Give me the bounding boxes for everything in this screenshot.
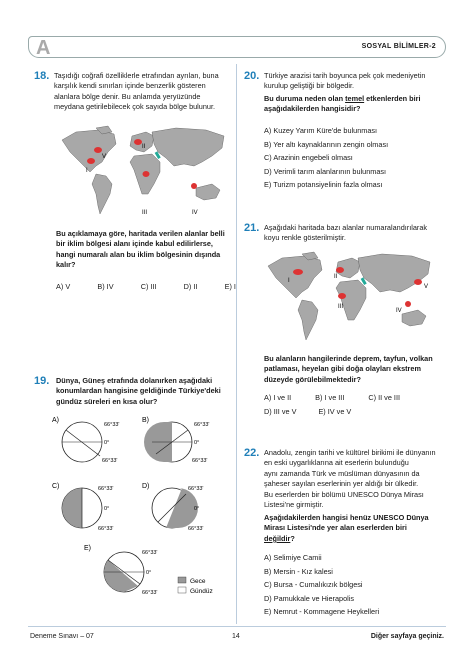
column-divider (236, 64, 237, 624)
q18-option-d[interactable]: D) II (183, 282, 198, 291)
section-title: SOSYAL BİLİMLER-2 (361, 43, 436, 50)
question-21-prompt: Bu alanların hangilerinde deprem, tayfun, volkan patlaması, heyelan gibi doğa olayları ekstrem düzeyde görülebilmektedir? (264, 354, 433, 384)
q20-option-e[interactable]: E) Turizm potansiyelinin fazla olması (264, 180, 383, 190)
q22-option-b[interactable]: B) Mersin - Kız kalesi (264, 566, 333, 576)
svg-text:A): A) (52, 417, 59, 424)
option-a-globe (52, 417, 120, 464)
q18-option-a[interactable]: A) V (56, 282, 71, 291)
world-map-q21 (262, 248, 446, 348)
q22-option-c[interactable]: C) Bursa - Cumalıkızık bölgesi (264, 580, 363, 590)
q21-option-b[interactable]: B) I ve III (315, 393, 345, 402)
map-label-v: V (102, 154, 107, 160)
q22-option-d[interactable]: D) Pamukkale ve Hierapolis (264, 593, 355, 603)
map-region-iv (191, 183, 197, 189)
svg-text:II: II (334, 274, 338, 280)
option-e-globe (84, 545, 158, 596)
map-region-iii (143, 171, 150, 177)
map-region-ii (134, 139, 142, 145)
question-19-number: 19. (34, 375, 50, 387)
booklet-letter: A (36, 37, 51, 59)
question-19-text: Dünya, Güneş etrafında dolanırken aşağıdaki konumlardan hangisine geldiğinde Türkiye'deki gündüz süreleri en kısa olur? (56, 376, 221, 406)
q21-option-e[interactable]: E) IV ve V (318, 407, 352, 416)
legend-night: Gece (190, 578, 206, 585)
q20-option-a[interactable]: A) Kuzey Yarım Küre'de bulunması (264, 126, 378, 135)
q21-region-iv (405, 301, 411, 307)
legend-day: Gündüz (190, 588, 213, 595)
q22-option-e[interactable]: E) Nemrut - Kommagene Heykelleri (264, 607, 380, 617)
world-map-q18 (56, 122, 236, 222)
legend-night-swatch (178, 577, 186, 583)
q21-option-d[interactable]: D) III ve V (264, 407, 297, 416)
svg-text:66°33': 66°33' (104, 422, 120, 428)
q21-region-ii (336, 267, 344, 273)
svg-text:0°: 0° (104, 440, 110, 446)
svg-text:66°33': 66°33' (98, 486, 114, 492)
svg-text:B): B) (142, 417, 149, 424)
map-label-iii: III (142, 210, 148, 216)
q20-option-d[interactable]: D) Verimli tarım alanlarının bulunması (264, 166, 387, 176)
svg-text:C): C) (52, 483, 60, 490)
option-b-globe (142, 417, 210, 464)
q18-option-e[interactable]: E) I (224, 282, 236, 291)
option-c-globe (52, 483, 114, 532)
question-21-options-row2 (264, 407, 444, 416)
svg-text:66°33': 66°33' (98, 526, 114, 532)
map-label-i: I (86, 168, 88, 174)
question-18-prompt: Bu açıklamaya göre, haritada verilen alanlar belli bir iklim bölgesi alanı içinde kabul edilirlerse, hangi numaralı alan bu iklim bölgesinin dışında kalır? (56, 229, 225, 270)
earth-positions-diagram (52, 412, 236, 600)
question-21-text: Aşağıdaki haritada bazı alanlar numaralandırılarak koyu renkle gösterilmiştir. (264, 223, 428, 243)
question-18-text: Taşıdığı coğrafi özelliklerle etrafından ayrılan, buna karşılık kendi sınırları içinde benzerlik gösteren alanlara bölge denir. Bu anlamda yeryüzünde meydana getirilebilecek çok sayıda bölge bulunur. (54, 71, 219, 112)
question-22-prompt: Aşağıdakilerden hangisi henüz UNESCO Dünya Mirası Listesi'nde yer alan eserlerden biri değildir? (264, 513, 429, 543)
question-20-text: Türkiye arazisi tarih boyunca pek çok medeniyetin kurulup geliştiği bir bölgedir. (264, 71, 426, 91)
svg-text:0°: 0° (194, 440, 200, 446)
svg-text:66°33': 66°33' (102, 458, 118, 464)
svg-text:V: V (424, 284, 429, 290)
q21-region-v (414, 279, 422, 285)
svg-text:0°: 0° (104, 506, 110, 512)
map-label-ii: II (142, 144, 146, 150)
map-region-v (94, 147, 102, 153)
svg-text:D): D) (142, 483, 150, 490)
svg-text:66°33': 66°33' (188, 526, 204, 532)
q18-option-b[interactable]: B) IV (97, 282, 114, 291)
option-d-globe (142, 483, 204, 532)
question-18-number: 18. (34, 70, 50, 82)
footer-exam-name: Deneme Sınavı – 07 (30, 633, 94, 640)
svg-text:66°33': 66°33' (194, 422, 210, 428)
question-22-text: Anadolu, zengin tarihi ve kültürel birikimi ile dünyanın en eski uygarlıklarına ait eserlerin bulunduğu aynı zamanda Türk ve müslüman dünyasının da şaheser sayılan eserlerinin yer aldığı bir ülkedir. Bu eserlerden bir bölümü UNESCO Dünya Mirası Listesi'ne girmiştir. (264, 448, 436, 510)
q21-option-a[interactable]: A) I ve II (264, 393, 292, 402)
svg-text:E): E) (84, 545, 91, 552)
map-region-i (87, 158, 95, 164)
svg-text:IV: IV (396, 308, 402, 314)
svg-text:I: I (288, 278, 290, 284)
question-21-options-row1 (264, 393, 444, 402)
map-label-iv: IV (192, 210, 198, 216)
q21-region-i (293, 269, 303, 275)
q18-option-c[interactable]: C) III (140, 282, 157, 291)
question-18-options (56, 282, 236, 291)
question-20-number: 20. (244, 70, 260, 82)
q21-option-c[interactable]: C) II ve III (368, 393, 400, 402)
svg-text:0°: 0° (146, 570, 152, 576)
q21-region-iii (338, 293, 346, 299)
svg-text:66°33': 66°33' (192, 458, 208, 464)
svg-text:66°33': 66°33' (142, 590, 158, 596)
svg-text:66°33': 66°33' (142, 550, 158, 556)
question-20-options (264, 124, 450, 192)
svg-text:66°33': 66°33' (188, 486, 204, 492)
question-22-options (264, 551, 454, 619)
footer-line (28, 626, 446, 627)
question-22-number: 22. (244, 447, 260, 459)
question-21-number: 21. (244, 222, 260, 234)
q20-option-c[interactable]: C) Arazinin engebeli olması (264, 153, 353, 163)
svg-text:0°: 0° (194, 506, 200, 512)
footer-next-page: Diğer sayfaya geçiniz. (370, 633, 444, 640)
legend-day-swatch (178, 587, 186, 593)
footer-page-number: 14 (232, 633, 240, 640)
question-20-prompt: Bu duruma neden olan temel etkenlerden biri aşağıdakilerden hangisidir? (264, 94, 421, 114)
svg-text:III: III (338, 304, 344, 310)
q20-option-b[interactable]: B) Yer altı kaynaklarının zengin olması (264, 139, 389, 149)
q22-option-a[interactable]: A) Selimiye Camii (264, 553, 322, 562)
